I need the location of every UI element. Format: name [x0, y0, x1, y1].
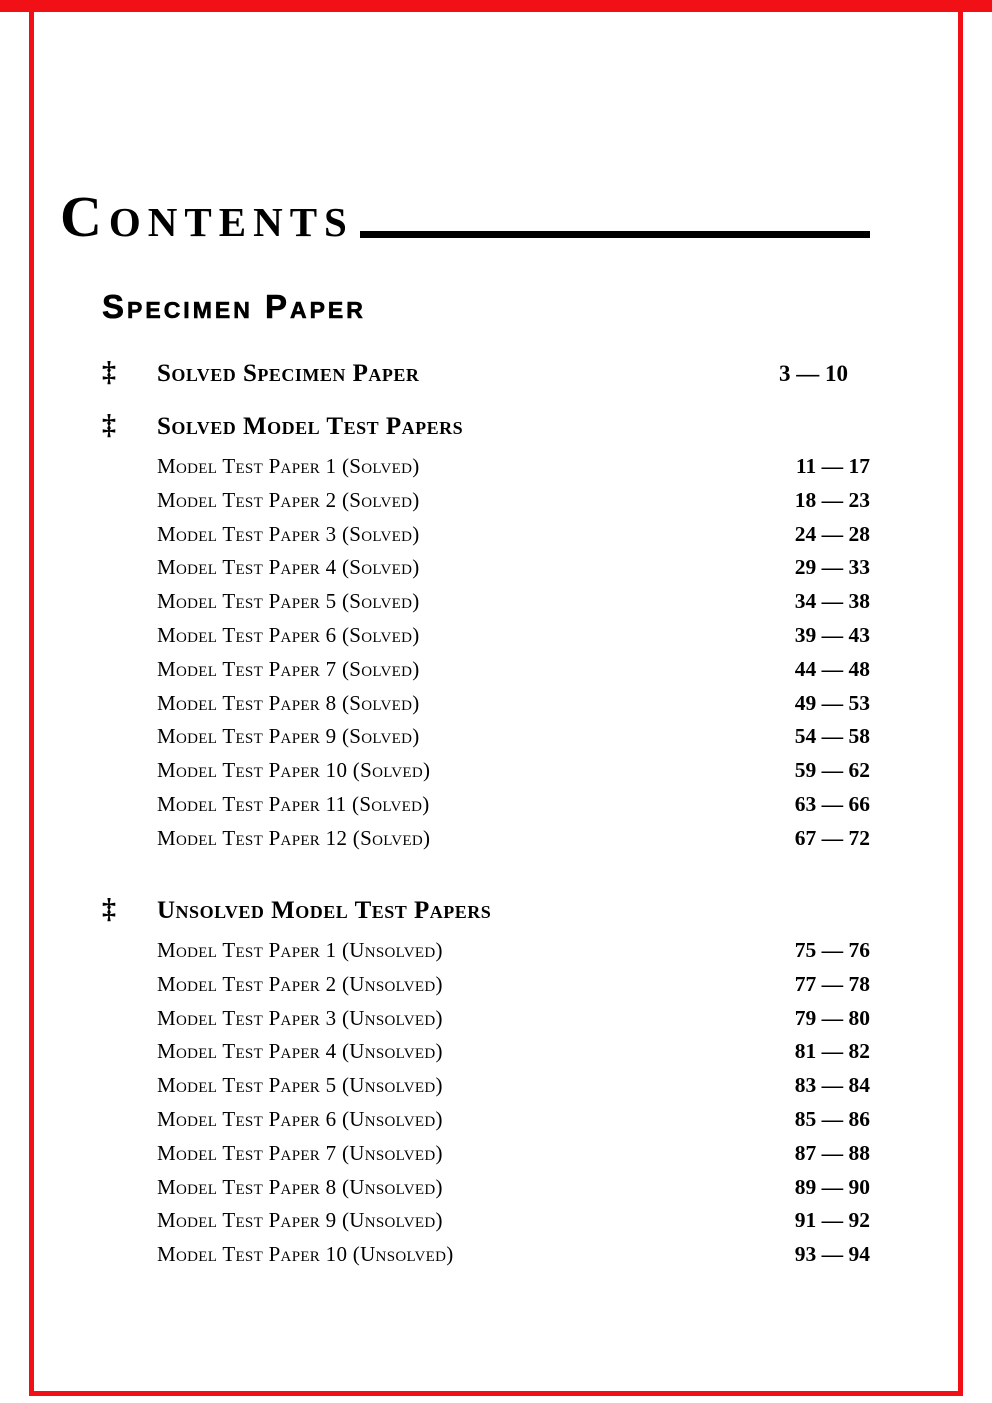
toc-item-pages: 79 — 80 — [794, 1005, 870, 1030]
toc-item-pages: 39 — 43 — [794, 622, 870, 647]
toc-item-label: Model Test Paper 8 (Unsolved) — [157, 1174, 443, 1199]
toc-item-pages: 29 — 33 — [794, 555, 870, 580]
toc-item — [157, 792, 870, 826]
toc-item-pages: 89 — 90 — [794, 1174, 870, 1199]
toc-item — [157, 972, 870, 1006]
toc-item-pages: 59 — 62 — [794, 758, 870, 783]
toc-item-pages: 81 — 82 — [794, 1039, 870, 1064]
toc-group-label: Solved Model Test Papers — [157, 412, 464, 440]
toc-entry-pages: 3 — 10 — [779, 361, 848, 386]
page-border-bottom — [29, 1391, 963, 1396]
toc-item — [157, 555, 870, 589]
toc-item — [157, 1242, 870, 1276]
toc-item-label: Model Test Paper 6 (Solved) — [157, 622, 420, 647]
toc-item — [157, 589, 870, 623]
toc-item-label: Model Test Paper 9 (Unsolved) — [157, 1208, 443, 1233]
toc-item-pages: 44 — 48 — [794, 656, 870, 681]
toc-item-label: Model Test Paper 1 (Solved) — [157, 454, 420, 478]
toc-item-label: Model Test Paper 7 (Unsolved) — [157, 1140, 443, 1165]
toc-item-label: Model Test Paper 4 (Solved) — [157, 555, 420, 580]
toc-item-label: Model Test Paper 8 (Solved) — [157, 690, 420, 715]
toc-item-label: Model Test Paper 10 (Solved) — [157, 758, 431, 783]
page-border-left — [29, 12, 34, 1396]
toc-item — [157, 1006, 870, 1040]
toc-item-pages: 67 — 72 — [794, 825, 870, 850]
double-dagger-icon: ‡ — [102, 893, 116, 925]
toc-item-label: Model Test Paper 12 (Solved) — [157, 825, 431, 850]
toc-item — [157, 691, 870, 725]
toc-item-pages: 93 — 94 — [794, 1242, 870, 1267]
title-row — [60, 184, 870, 249]
toc-group-solved — [102, 409, 870, 441]
toc-item-label: Model Test Paper 3 (Solved) — [157, 521, 420, 546]
toc-group-unsolved — [102, 893, 870, 925]
toc-item-pages: 77 — 78 — [794, 971, 870, 996]
toc-item-label: Model Test Paper 5 (Solved) — [157, 589, 420, 614]
toc-item-pages: 54 — 58 — [794, 724, 870, 749]
toc-item — [157, 1073, 870, 1107]
toc-item-label: Model Test Paper 4 (Unsolved) — [157, 1039, 443, 1064]
toc-item — [157, 1141, 870, 1175]
double-dagger-icon: ‡ — [102, 409, 116, 441]
toc-item — [157, 623, 870, 657]
page-border-right — [958, 12, 963, 1396]
toc-item-label: Model Test Paper 7 (Solved) — [157, 656, 420, 681]
toc-item-pages: 91 — 92 — [794, 1208, 870, 1233]
toc-item-label: Model Test Paper 1 (Unsolved) — [157, 938, 443, 963]
toc-item-label: Model Test Paper 2 (Solved) — [157, 487, 420, 512]
toc-item — [157, 454, 870, 488]
toc-item — [157, 938, 870, 972]
toc-item-pages: 87 — 88 — [794, 1140, 870, 1165]
toc-item-pages: 24 — 28 — [794, 521, 870, 546]
toc-item — [157, 758, 870, 792]
toc-item-pages: 83 — 84 — [794, 1073, 870, 1098]
toc-item-label: Model Test Paper 2 (Unsolved) — [157, 971, 443, 996]
toc-item — [157, 826, 870, 860]
toc-item-pages: 63 — 66 — [794, 791, 870, 816]
toc-item-pages: 49 — 53 — [794, 690, 870, 715]
toc-entry-label: Solved Specimen Paper — [157, 360, 420, 387]
toc-item-pages: 34 — 38 — [794, 589, 870, 614]
toc-item-pages: 18 — 23 — [794, 487, 870, 512]
toc-item-label: Model Test Paper 10 (Unsolved) — [157, 1242, 454, 1267]
toc-group-label: Unsolved Model Test Papers — [157, 896, 492, 924]
double-dagger-icon: ‡ — [102, 357, 116, 388]
toc-item — [157, 488, 870, 522]
toc-item-label: Model Test Paper 3 (Unsolved) — [157, 1005, 443, 1030]
toc-item — [157, 657, 870, 691]
solved-item-list — [157, 454, 870, 860]
toc-item — [157, 1039, 870, 1073]
unsolved-item-list — [157, 938, 870, 1276]
toc-item-pages: 85 — 86 — [794, 1107, 870, 1132]
toc-item — [157, 1208, 870, 1242]
toc-entry-solved-specimen — [102, 359, 870, 388]
toc-item-pages: 75 — 76 — [794, 938, 870, 963]
toc-item — [157, 1175, 870, 1209]
toc-item-label: Model Test Paper 11 (Solved) — [157, 791, 430, 816]
toc-item-label: Model Test Paper 6 (Unsolved) — [157, 1107, 443, 1132]
toc-item — [157, 1107, 870, 1141]
toc-item — [157, 522, 870, 556]
section-heading: Specimen Paper — [102, 288, 366, 325]
toc-item-pages: 11 — 17 — [795, 454, 870, 478]
toc-item — [157, 724, 870, 758]
toc-item-label: Model Test Paper 5 (Unsolved) — [157, 1073, 443, 1098]
title-rule — [360, 231, 870, 238]
toc-item-label: Model Test Paper 9 (Solved) — [157, 724, 420, 749]
page-title: Contents — [60, 184, 354, 249]
toc-page — [60, 0, 870, 1276]
